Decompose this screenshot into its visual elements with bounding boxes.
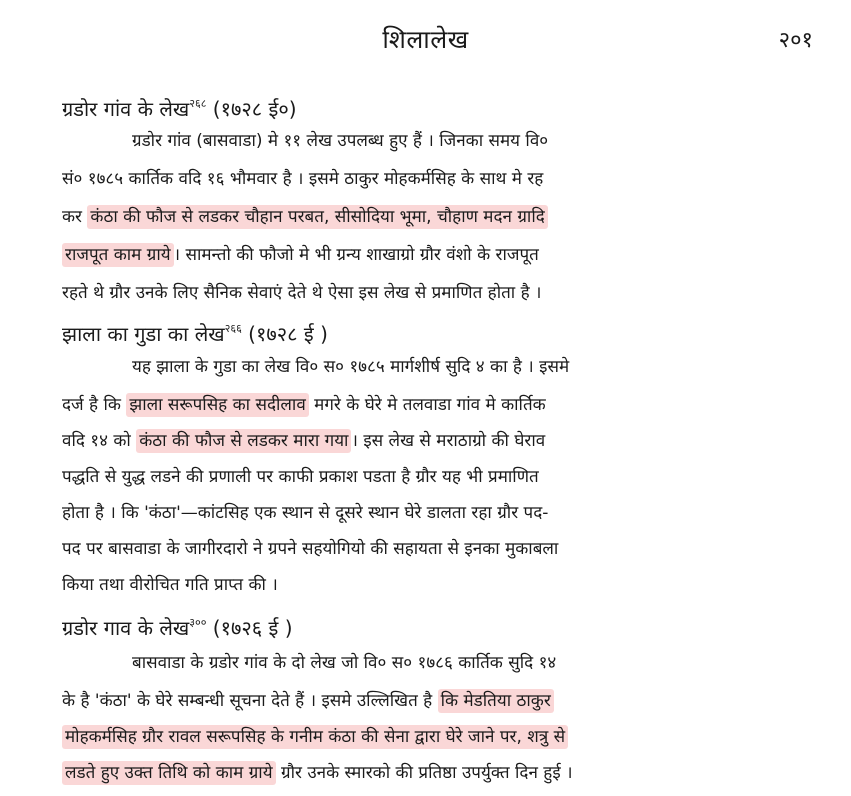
text-line: [62, 724, 568, 750]
highlighted-text: लडते हुए उक्त तिथि को काम ग्राये: [62, 761, 276, 785]
text-line: कर कंठा की फौज से लडकर चौहान परबत, सीसोदिया भूमा, चौहाण मदन ग्रादि: [62, 204, 548, 230]
highlighted-text: मोहकर्मसिह ग्रौर रावल सरूपसिह के गनीम कंठा की सेना द्वारा घेरे जाने पर, शत्रु से: [62, 725, 568, 749]
text-line: पद्धति से युद्ध लडने की प्रणाली पर काफी प्रकाश पडता है ग्रौर यह भी प्रमाणित: [62, 467, 539, 487]
text-line: दर्ज है कि झाला सरूपसिह का सदीलाव मगरे के घेरे मे तलवाडा गांव मे कार्तिक: [62, 395, 546, 415]
text-line: होता है । कि 'कंठा'—कांटसिह एक स्थान से दूसरे स्थान घेरे डालता रहा ग्रौर पद-: [62, 503, 549, 523]
heading-year: (१७२८ ई ): [248, 322, 328, 346]
text-line: के है 'कंठा' के घेरे सम्बन्धी सूचना देते हैं । इसमे उल्लिखित है कि मेडतिया ठाकुर: [62, 688, 554, 714]
heading-year: (१७२६ ई ): [212, 616, 293, 640]
text-line: राजपूत काम ग्राये । सामन्तो की फौजो मे भी ग्रन्य शाखाग्रो ग्रौर वंशो के राजपूत: [62, 242, 539, 268]
highlighted-text: कंठा की फौज से लडकर चौहान परबत, सीसोदिया भूमा, चौहाण मदन ग्रादि: [87, 205, 547, 229]
text-line: रहते थे ग्रौर उनके लिए सैनिक सेवाएं देते थे ऐसा इस लेख से प्रमाणित होता है ।: [62, 283, 542, 303]
text-line: बासवाडा के ग्रडोर गांव के दो लेख जो वि० स० १७८६ कार्तिक सुदि १४: [132, 653, 557, 673]
page-title: शिलालेख: [382, 25, 469, 54]
highlighted-text: कि मेडतिया ठाकुर: [438, 689, 554, 713]
footnote-marker: २६८: [189, 97, 207, 110]
footnote-marker: २६६: [224, 322, 242, 335]
footnote-marker: ३००: [189, 616, 207, 629]
text-line: किया तथा वीरोचित गति प्राप्त की ।: [62, 575, 278, 595]
highlighted-text: झाला सरूपसिह का सदीलाव: [126, 393, 308, 417]
text-line: यह झाला के गुडा का लेख वि० स० १७८५ मार्गशीर्ष सुदि ४ का है । इसमे: [132, 357, 570, 377]
heading-text: ग्रडोर गाव के लेख: [62, 616, 190, 640]
section-heading: [62, 614, 293, 641]
page-number: २०१: [778, 28, 813, 53]
heading-text: झाला का गुडा का लेख: [62, 322, 225, 346]
text-line: सं० १७८५ कार्तिक वदि १६ भौमवार है । इसमे ठाकुर मोहकर्मसिह के साथ मे रह: [62, 169, 544, 189]
text-line: ग्रडोर गांव (बासवाडा) मे ११ लेख उपलब्ध हुए हैं । जिनका समय वि०: [132, 131, 549, 151]
heading-year: (१७२८ ई०): [212, 97, 297, 121]
text-line: लडते हुए उक्त तिथि को काम ग्राये ग्रौर उनके स्मारको की प्रतिष्ठा उपर्युक्त दिन हुई ।: [62, 760, 573, 786]
highlighted-text: राजपूत काम ग्राये: [62, 243, 174, 267]
heading-text: ग्रडोर गांव के लेख: [62, 97, 190, 121]
section-heading: [62, 320, 328, 347]
section-heading: [62, 95, 297, 122]
highlighted-text: कंठा की फौज से लडकर मारा गया: [136, 429, 351, 453]
text-line: वदि १४ को कंठा की फौज से लडकर मारा गया । इस लेख से मराठाग्रो की घेराव: [62, 431, 546, 451]
text-line: पद पर बासवाडा के जागीरदारो ने ग्रपने सहयोगियो की सहायता से इनका मुकाबला: [62, 539, 559, 559]
